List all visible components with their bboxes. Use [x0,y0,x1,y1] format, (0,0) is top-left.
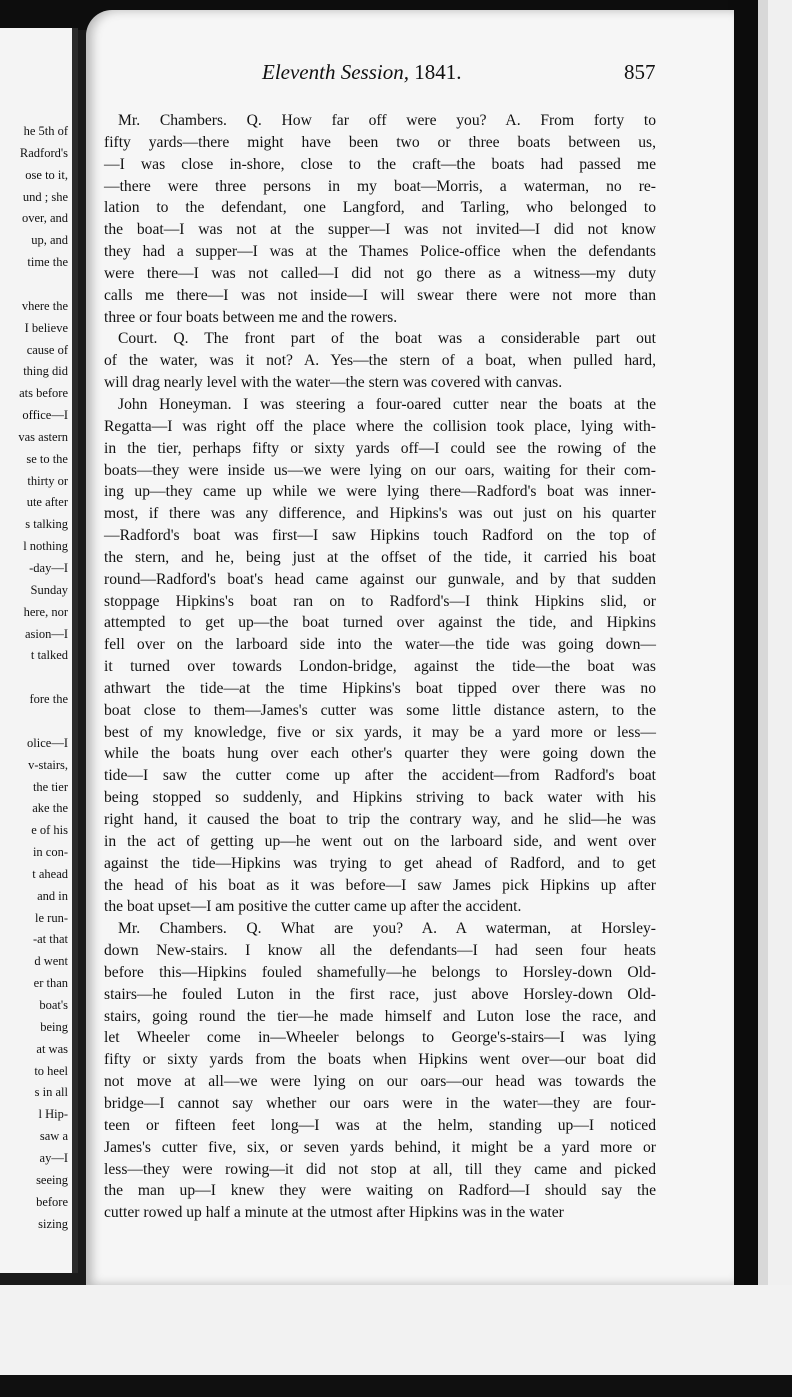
text-line: will drag nearly level with the water—the stern was covered with canvas. [104,374,563,392]
text-line: the head of his boat as it was before—I saw James pick Hipkins up after [104,876,656,894]
text-line: before this—Hipkins fouled shamefully—he belongs to Horsley-down Old- [104,963,656,981]
left-page-fragment: vhere the [21,298,68,313]
header-title: Eleventh Session, [262,60,409,84]
text-line: less—they were rowing—it did not stop at all, till they came and picked [104,1160,656,1178]
left-page-fragment: und ; she [22,189,68,204]
left-page-fragment: vas astern [18,429,68,444]
left-page-fragment: office—I [22,408,68,423]
text-line: —Radford's boat was first—I saw Hipkins touch Radford on the top of [104,527,656,545]
text-line: round—Radford's boat's head came against our gunwale, and by that sudden [104,570,656,588]
text-line: Mr. Chambers. Q. What are you? A. A waterman, at Horsley- [118,920,656,938]
left-page-fragment: -day—I [29,561,68,575]
text-line: ing up—they came up while we were lying there—Radford's boat was inner- [104,483,656,501]
left-page-fragment: s talking [25,517,68,532]
left-page-fragment: l Hip- [38,1107,68,1122]
text-line: boat close to them—James's cutter was some little distance astern, to the [104,701,656,719]
left-page-fragment: at was [36,1041,68,1056]
text-line: most, if there was any difference, and Hipkins's was out just on his quarter [104,505,656,523]
left-page-fragment: Radford's [19,145,68,160]
text-line: best of my knowledge, five or six yards, it may be a yard more or less— [104,723,656,741]
left-page-fragment: thing did [23,364,68,379]
text-line: attempted to get up—the boat turned over against the tide, and Hipkins [104,614,656,632]
bottom-shadow [0,1375,792,1397]
left-page-fragment: to heel [34,1063,68,1078]
left-page-fragment: t ahead [32,866,68,881]
left-page-fragment: before [36,1194,68,1209]
text-line: cutter rowed up half a minute at the utmost after Hipkins was in the water [104,1204,564,1222]
left-page-fragment: olice—I [27,735,68,750]
text-line: calls me there—I was not inside—I will swear there were not more than [104,286,656,304]
left-page-fragment: saw a [39,1129,68,1144]
text-line: three or four boats between me and the rowers. [104,308,398,326]
left-page-fragment: t talked [30,648,68,663]
text-line: athwart the tide—at the time Hipkins's boat tipped over there was no [104,679,656,697]
text-line: the man up—I knew they were waiting on Radford—I should say the [104,1182,656,1200]
text-line: fell over on the larboard side into the water—the tide was going down— [104,636,656,654]
left-page-fragment: and in [37,888,68,903]
text-line: stoppage Hipkins's boat ran on to Radford's—I think Hipkins slid, or [104,592,656,610]
text-line: —there were three persons in my boat—Morris, a waterman, no re- [104,177,656,195]
text-line: let Wheeler come in—Wheeler belongs to George's-stairs—I was lying [104,1029,656,1047]
left-page-fragment: up, and [31,233,68,248]
text-line: in the act of getting up—he went out on the larboard side, and went over [104,832,656,850]
running-header [262,60,461,85]
header-year: 1841. [414,60,462,84]
text-line: down New-stairs. I know all the defendants—I had seen four heats [104,942,656,960]
text-line: right hand, it caused the boat to trip the contrary way, and he slid—he was [104,811,656,828]
left-page-fragment: asion—I [24,626,68,641]
left-page-fragment: ats before [19,386,68,401]
text-line: teen or fifteen feet long—I was at the helm, standing up—I noticed [104,1116,656,1134]
left-page-fragment: ose to it, [25,167,68,182]
text-line: lation to the defendant, one Langford, and Tarling, who belonged to [104,199,656,217]
left-page-fragment: le run- [35,910,68,925]
left-page-fragment: the tier [32,779,68,794]
left-page-fragment: s in all [34,1085,68,1100]
left-page-fragment: cause of [26,342,68,357]
text-line: John Honeyman. I was steering a four-oared cutter near the boats at the [118,395,656,413]
text-line: in the tier, perhaps fifty or sixty yards off—I could see the rowing of the [104,439,656,457]
text-line: while the boats hung over each other's quarter they were going down the [104,745,656,763]
left-page-fragment: in con- [32,845,68,860]
left-page-fragment: thirty or [27,473,68,488]
left-page-fragment: seeing [36,1172,68,1187]
left-page-fragment: Sunday [30,582,68,597]
text-line: Regatta—I was right off the place where the collision took place, lying with- [104,417,656,435]
left-page-fragment: ute after [26,495,68,510]
text-line: of the water, was it not? A. Yes—the stern of a boat, when pulled hard, [104,352,656,370]
text-line: against the tide—Hipkins was trying to get ahead of Radford, and to get [104,854,656,872]
text-line: James's cutter five, six, or seven yards behind, it might be a yard more or [104,1138,656,1156]
left-page-fragment: e of his [31,823,68,838]
left-page-fragment: time the [27,255,68,270]
left-page [0,28,78,1273]
text-line: stairs—he fouled Luton in the first race, just above Horsley-down Old- [104,985,656,1003]
text-line: not move at all—we were lying on our oars—our head was towards the [104,1073,656,1091]
left-page-fragment: ake the [32,801,68,816]
text-line: were there—I was not called—I did not go there as a witness—my duty [104,264,656,282]
left-page-fragment: fore the [29,692,68,707]
text-line: stairs, going round the tier—he made himself and Luton lose the race, and [104,1007,656,1025]
left-page-fragment: v-stairs, [28,757,68,772]
left-page-fragment: he 5th of [23,124,68,138]
left-page-fragment: being [40,1019,68,1034]
body-text [104,110,656,1224]
background-right [768,0,792,1290]
left-page-fragment: boat's [39,998,68,1012]
text-line: being stopped so suddenly, and Hipkins striving to back water with his [104,789,656,807]
left-page-fragment: here, nor [23,604,68,619]
left-page-fragment: se to the [26,451,68,466]
left-page-fragment: l nothing [23,539,68,554]
left-page-fragment: d went [34,954,68,969]
text-line: tide—I saw the cutter come up after the accident—from Radford's boat [104,767,656,785]
text-line: they had a supper—I was at the Thames Police-office when the defendants [104,243,656,261]
text-line: Court. Q. The front part of the boat was a considerable part out [118,330,656,348]
left-page-fragment: -at that [32,932,68,947]
text-line: Mr. Chambers. Q. How far off were you? A. From forty to [118,112,656,129]
text-line: fifty or sixty yards from the boats when Hipkins went over—our boat did [104,1051,656,1069]
text-line: the stern, and he, being just at the offset of the tide, it carried his boat [104,548,656,566]
text-line: it turned over towards London-bridge, against the tide—the boat was [104,658,656,676]
text-line: the boat upset—I am positive the cutter came up after the accident. [104,898,522,916]
left-page-fragment: over, and [21,211,68,226]
left-page-fragment: I believe [24,320,68,335]
left-page-fragment: er than [33,976,68,991]
text-line: —I was close in-shore, close to the craft—the boats had passed me [104,155,656,173]
text-line: boats—they were inside us—we were lying on our oars, waiting for their com- [104,461,656,479]
page-number: 857 [624,60,656,84]
text-line: fifty yards—there might have been two or three boats between us, [104,133,656,151]
text-line: bridge—I cannot say whether our oars were in the water—they are four- [104,1094,656,1112]
text-line: the boat—I was not at the supper—I was not invited—I did not know [104,221,656,239]
left-page-fragment: sizing [38,1216,68,1231]
left-page-fragment: ay—I [39,1150,68,1165]
